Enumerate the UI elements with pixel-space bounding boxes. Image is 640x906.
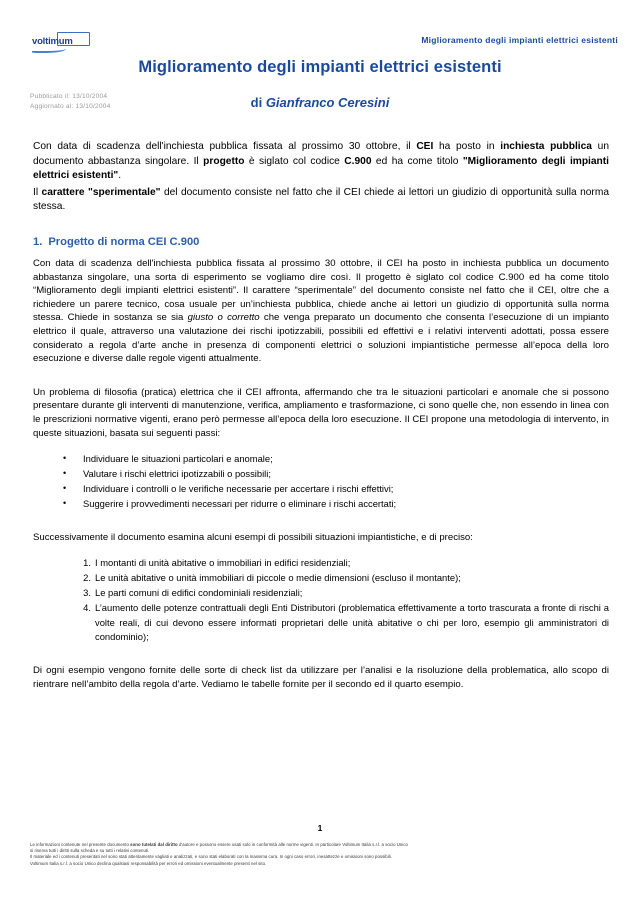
footer-l1-a: Le informazioni contenute nel presente documento <box>30 842 131 847</box>
section-number: 1. <box>33 235 43 248</box>
s1p1-text-b: che venga preparato un documento che consenta l’esecuzione di un impianto elettrico il quale, attraverso una valutazione dei rischi ipotizzabili, possibili ed effettivi e i relativi interventi adottati, possa essere considerato a regola d’arte anche in presenza di componenti elettrici o soluzioni impiantistiche permesse all’epoca della loro esecuzione e diverse dalle regole vigenti attualmente. <box>33 312 609 365</box>
list-item: L’aumento delle potenze contrattuali degli Enti Distributori (problematica effettivamente a torto trascurata a fronte di rischi a volte reali, di cui devono essere informati proprietari delle unità abitative o chi per loro, esempio gli amministratori di condominio); <box>95 602 609 642</box>
document-body <box>33 140 609 702</box>
paragraph-spacer <box>33 522 609 531</box>
intro2-text-a: Il <box>33 186 42 198</box>
footer-l1-c: d'autore e possono essere usati solo in conformità alle norme vigenti. In particolare Voltimum Italia s.r.l. a socio Unico <box>177 842 408 847</box>
list-item: • Valutare i rischi elettrici ipotizzabili o possibili; <box>83 466 609 481</box>
section-title: Progetto di norma CEI C.900 <box>48 235 200 248</box>
author-prefix: di <box>250 95 266 110</box>
intro-text-f: ed ha come titolo <box>371 155 463 167</box>
intro-bold-cei: CEI <box>416 141 434 152</box>
author-name: Gianfranco Ceresini <box>265 95 390 110</box>
section1-paragraph-4: Di ogni esempio vengono fornite delle sorte di check list da utilizzare per l’analisi e la risoluzione della problematica, allo scopo di rientrare nell’ambito della regola d’arte. Vediamo le tabelle fornite per il secondo ed il quarto esempio. <box>33 664 609 690</box>
page-number: 1 <box>317 823 323 833</box>
list-item: Le parti comuni di edifici condominiali residenziali; <box>95 587 303 599</box>
intro-paragraph-2 <box>33 186 609 215</box>
intro-bold-progetto: progetto <box>203 155 245 167</box>
section1-paragraph-2: Un problema di filosofia (pratica) elettrica che il CEI affronta, affermando che tra le situazioni particolari e anomale che si possono presentare durante gli interventi di manutenzione, verifica, ampliamento e trasformazione, ci sono quelle che, non essendo in linea con le prescrizioni normative vigenti, erano però permesse all’epoca della loro esecuzione. Il CEI propone una metodologia di intervento, in queste situazioni, basata sui seguenti passi: <box>33 386 609 439</box>
intro-bold-c900: C.900 <box>344 155 372 167</box>
running-header-title: Miglioramento degli impianti elettrici esistenti <box>421 35 618 45</box>
page-header <box>0 28 640 62</box>
intro-text-d: un documento abbastanza singolare. Il <box>33 141 609 167</box>
section-heading-1 <box>33 236 609 248</box>
list-item: • Individuare i controlli o le verifiche necessarie per accertare i rischi effettivi; <box>83 481 609 496</box>
footer-l1-bold: sono tutelati dal diritto <box>130 842 178 847</box>
intro-paragraph-1 <box>33 140 609 184</box>
intro2-bold-carattere: carattere "sperimentale" <box>41 186 161 198</box>
page-title: Miglioramento degli impianti elettrici esistenti <box>138 58 502 76</box>
footer-line-4: Voltimum Italia s.r.l. a socio Unico declina qualsiasi responsabilità per errori ed omissioni eventualmente presenti nel sito. <box>30 860 267 866</box>
list-item: Le unità abitative o unità immobiliari di piccole o medie dimensioni (escluso il montante); <box>95 571 461 583</box>
s1p1-italic: giusto o corretto <box>187 312 260 324</box>
intro-bold-inchiesta: inchiesta pubblica <box>500 141 592 152</box>
logo-text: voltimum <box>32 36 73 47</box>
list-item: • Suggerire i provvedimenti necessari per ridurre o eliminare i rischi accertati; <box>83 496 609 511</box>
footer-line-3: Il materiale ed i contenuti presentati nel sono stati attentamente vagliati e analizzati, e sono stati elaborati con la massima cura. In ogni caso errori, inesattezze e omissioni sono possibili. <box>30 854 392 860</box>
logo-swoosh-shape <box>32 46 66 53</box>
intro-text-c: ha posto in <box>433 141 501 152</box>
intro2-text-c: del documento consiste nel fatto che il CEI chiede ai lettori un giudizio di opportunità sulla norma stessa. <box>33 186 609 213</box>
intro-text-g: . <box>118 170 122 182</box>
section1-paragraph-3: Successivamente il documento esamina alcuni esempi di possibili situazioni impiantistiche, e di preciso: <box>33 532 473 544</box>
examples-numbered-list <box>33 556 609 644</box>
author-line <box>0 95 640 110</box>
s1p1-text-a: Con data di scadenza dell'inchiesta pubblica fissata al prossimo 30 ottobre, il CEI ha posto in inchiesta pubblica un documento abbastanza singolare, una sorta di esperimento se vogliamo dire così. Il progetto è siglato col codice C.900 ed ha come titolo “Miglioramento degli impianti elettrici esistenti”. Il carattere “sperimentale” del documento consiste nel fatto che il CEI, oltre che a richiedere un parere tecnico, cosa usuale per un’inchiesta pubblica, chiede anche ai lettori un giudizio di opportunità sulla norma stessa. Chiede in sostanza se sia <box>33 257 609 324</box>
paragraph-spacer <box>33 377 609 386</box>
updated-date: Aggiornato al: 13/10/2004 <box>30 102 111 110</box>
intro-text-a: Con data di scadenza dell'inchiesta pubblica fissata al prossimo 30 ottobre, il <box>33 141 417 152</box>
list-item: • Individuare le situazioni particolari e anomale; <box>83 451 609 466</box>
list-item: I montanti di unità abitative o immobiliari in edifici residenziali; <box>95 556 351 568</box>
voltimum-logo <box>30 32 92 52</box>
published-date: Pubblicato il: 13/10/2004 <box>30 93 108 100</box>
intro-text-e: è siglato col codice <box>244 155 345 167</box>
intro-bold-title: "Miglioramento degli impianti elettrici esistenti" <box>33 155 609 182</box>
paragraph-spacer <box>33 655 609 664</box>
section1-paragraph-1 <box>33 257 609 366</box>
footer-line-2: si riserva tutti i diritti sulla scheda e su tutti i relativi contenuti. <box>30 848 150 854</box>
footer-disclaimer <box>30 842 610 867</box>
methodology-bullet-list <box>33 451 609 511</box>
